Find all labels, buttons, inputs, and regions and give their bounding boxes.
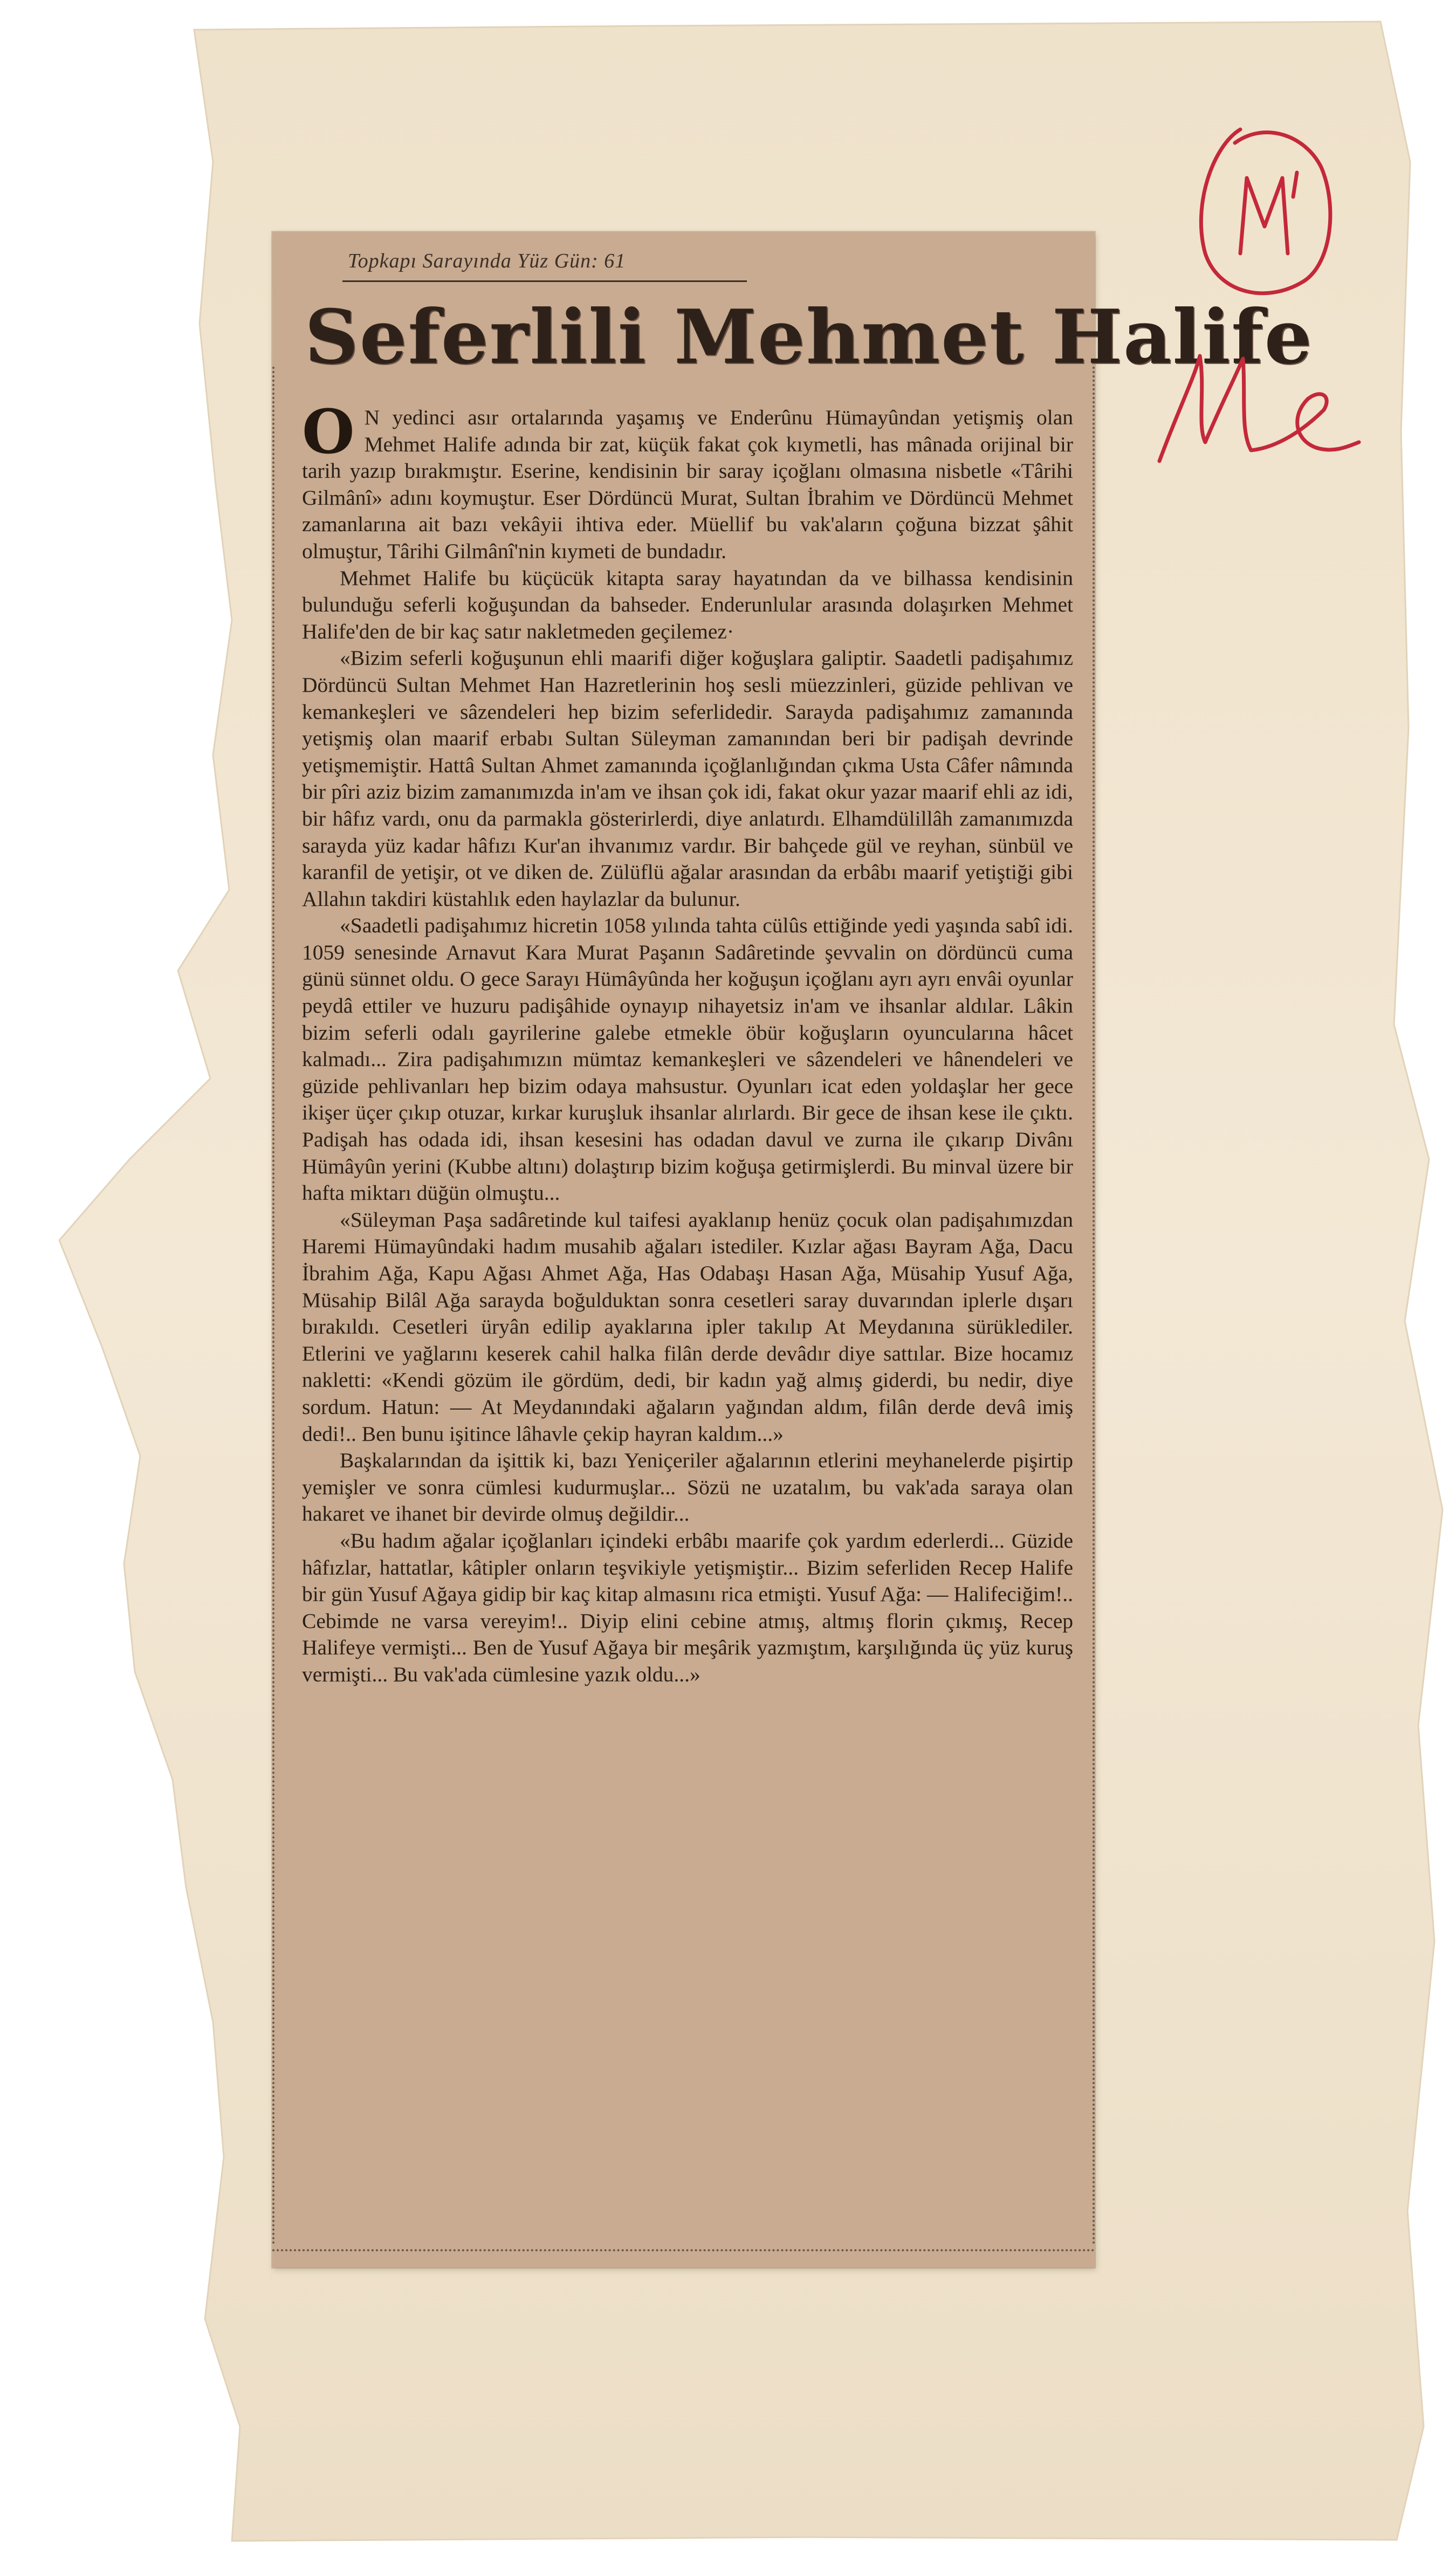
newspaper-clipping xyxy=(272,232,1313,2268)
paragraph: «Süleyman Paşa sadâretinde kul taifesi ayaklanıp henüz çocuk olan padişahımızdan Haremi Hümayûndaki hadım musahib ağaları istediler. Kızlar ağası Bayram Ağa, Dacu İbrahim Ağa, Kapu Ağası Ahmet Ağa, Has Odabaşı Hasan Ağa, Müsahip Yusuf Ağa, Müsahip Bilâl Ağa sarayda boğulduktan sonra cesetleri saray duvarından iplerle dışarı bırakıldı. Cesetleri üryân edilip ayaklarına ipler takılıp At Meydanına sürüklediler. Etlerini ve yağlarını keserek cahil halka filân derde devâdır diye sattılar. Bize hocamız nakletti: «Kendi gözüm ile gördüm, dedi, bir kadın yağ almış giderdi, bu nedir, diye sordum. Hatun: — At Meydanındaki ağaların yağından aldım, filân derde devâ imiş dedi!.. Ben bunu işitince lâhavle çekip hayran kaldım...» xyxy=(302,1207,1073,1446)
kicker-rule xyxy=(342,280,747,282)
paragraph-text: N yedinci asır ortalarında yaşamış ve Enderûnu Hümayûndan yetişmiş olan Mehmet Halife adında bir zat, küçük fakat çok kıymetli, has mânada orijinal bir tarih yazıp bırakmıştır. Eserine, kendisinin bir saray içoğlanı olmasına nisbetle «Târihi Gilmânî» adını koymuştur. Eser Dördüncü Murat, Sultan İbrahim ve Dördüncü Mehmet zamanlarına ait bazı vekâyii ihtiva eder. Müellif bu vak'aların çoğuna bizzat şâhit olmuştur, Târihi Gilmânî'nin kıymeti de bundadır. xyxy=(302,406,1073,563)
paragraph xyxy=(302,397,1073,565)
paragraph: «Bizim seferli koğuşunun ehli maarifi diğer koğuşlara galiptir. Saadetli padişahımız Dördüncü Sultan Mehmet Han Hazretlerinin hoş sesli müezzinleri, güzide pehlivan ve kemankeşleri ve sâzendeleri hep bizim seferlidedir. Sarayda padişahımız zamanında yetişmiş olan maarif erbabı Sultan Süleyman zamanından beri bir padişah devrinde yetişmemiştir. Hattâ Sultan Ahmet zamanında içoğlanlığından çıkma Usta Câfer nâmında bir pîri aziz bizim zamanımızda in'am ve ihsan çok idi, fakat okur yazar maarif ehli az idi, bir hâfız vardı, onu da parmakla gösterirlerdi, diye anlatırdı. Elhamdülillâh zamanımızda sarayda yüz kadar hâfızı Kur'an ihvanımız vardır. Bir bahçede gül ve reyhan, sünbül ve karanfil de yetişir, ot ve diken de. Zülüflü ağalar arasından da erbâbı maarif yetiştiği gibi Allahın takdiri küstahlık eden haylazlar da bulunur. xyxy=(302,646,1073,911)
bottom-rule xyxy=(272,2249,1095,2251)
column-rule xyxy=(272,367,274,2246)
paragraph: «Saadetli padişahımız hicretin 1058 yılında tahta cülûs ettiğinde yedi yaşında sabî idi. 1059 senesinde Arnavut Kara Murat Paşanın Sadâretinde şevvalin on dördüncü cuma günü sünnet oldu. O gece Sarayı Hümâyûnda her koğuşun içoğlanı ayrı ayrı envâi oyunlar peydâ ettiler ve huzuru padişâhide oynayıp nihayetsiz in'am ve ihsanlar aldılar. Lâkin bizim seferli odalı gayrilerine galebe etmekle öbür koğuşların oyuncularına hâcet kalmadı... Zira padişahımızın mümtaz kemankeşleri ve sâzendeleri ve hânendeleri ve güzide pehlivanları hep bizim odaya mahsustur. Oyunları icat eden yoldaşlar her gece ikişer üçer çıkıp otuzar, kırkar kuruşluk ihsanlar alırlardı. Bir gece de ihsan kese ile çıktı. Padişah has odada idi, ihsan kesesini has odadan davul ve zurna ile çıkarıp Divânı Hümâyûn yerini (Kubbe altını) dolaştırıp bizim koğuşa getirmişlerdi. Bu minval üzere bir hafta miktarı düğün olmuştu... xyxy=(302,913,1073,1205)
paragraph: Başkalarından da işittik ki, bazı Yeniçeriler ağalarının etlerini meyhanelerde pişirtip yemişler ve sonra cümlesi kudurmuşlar... Sözü ne uzatalım, bu vak'ada saraya olan hakaret ve ihanet bir devirde olmuş değildir... xyxy=(302,1448,1073,1526)
paragraph: Mehmet Halife bu küçücük kitapta saray hayatından da ve bilhassa kendisinin bulunduğu seferli koğuşundan da bahseder. Enderunlular arasında dolaşırken Mehmet Halife'den de bir kaç satır nakletmeden geçilemez· xyxy=(302,566,1073,643)
article-headline: Seferlili Mehmet Halife xyxy=(305,293,1313,381)
article-body xyxy=(302,397,1073,1688)
series-kicker: Topkapı Sarayında Yüz Gün: 61 xyxy=(348,250,626,272)
drop-cap: O xyxy=(302,397,355,468)
column-rule xyxy=(1093,367,1095,2246)
paragraph: «Bu hadım ağalar içoğlanları içindeki erbâbı maarife çok yardım ederlerdi... Güzide hâfızlar, hattatlar, kâtipler onların teşvikiyle yetişmiştir... Bizim seferliden Recep Halife bir gün Yusuf Ağaya gidip bir kaç kitap almasını rica etmişti. Yusuf Ağa: — Halifeciğim!.. Cebimde ne varsa vereyim!.. Diyip elini cebine atmış, altmış florin çıkmış, Recep Halifeye vermişti... Ben de Yusuf Ağaya bir meşârik yazmıştım, karşılığında üç yüz kuruş vermişti... Bu vak'ada cümlesine yazık oldu...» xyxy=(302,1528,1073,1686)
